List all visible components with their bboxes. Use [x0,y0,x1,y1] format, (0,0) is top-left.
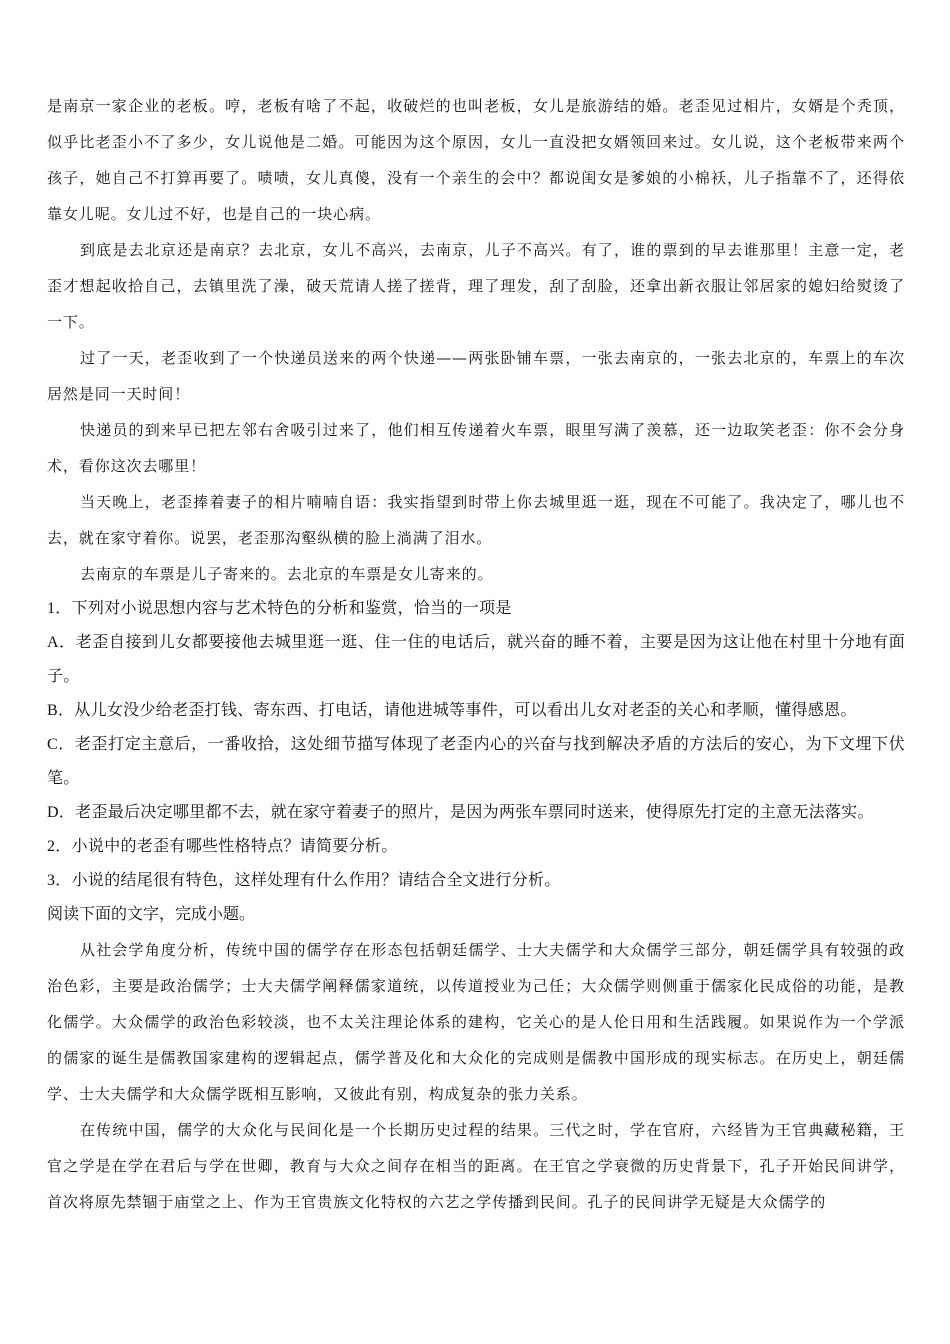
question-1-stem: 1．下列对小说思想内容与艺术特色的分析和鉴赏，恰当的一项是 [47,600,512,617]
option-b: B．从儿女没少给老歪打钱、寄东西、打电话，请他进城等事件，可以看出儿女对老歪的关心和孝顺，懂得感恩。 [47,702,857,719]
essay-paragraph-2: 在传统中国，儒学的大众化与民间化是一个长期历史过程的结果。三代之时，学在官府，六经皆为王官典藏秘籍，王官之学是在学在君后与学在世卿，教育与大众之间存在相当的距离。在王官之学衰微的历史背景下，孔子开始民间讲学，首次将原先禁锢于庙堂之上、作为王官贵族文化特权的六艺之学传播到民间。孔子的民间讲学无疑是大众儒学的 [47,1121,905,1211]
story-excerpt [47,88,905,592]
question-1 [47,592,905,830]
question-1-options [47,626,905,830]
option-d: D．老歪最后决定哪里都不去，就在家守着妻子的照片，是因为两张车票同时送来，使得原先打定的主意无法落实。 [47,804,874,821]
option-c: C．老歪打定主意后，一番收拾，这处细节描写体现了老歪内心的兴奋与找到解决矛盾的方法后的安心，为下文埋下伏笔。 [47,736,905,787]
story-paragraph-4: 快递员的到来早已把左邻右舍吸引过来了，他们相互传递着火车票，眼里写满了羡慕，还一边取笑老歪：你不会分身术，看你这次去哪里！ [47,421,905,475]
essay-paragraph-1: 从社会学角度分析，传统中国的儒学存在形态包括朝廷儒学、士大夫儒学和大众儒学三部分，朝廷儒学具有较强的政治色彩，主要是政治儒学；士大夫儒学阐释儒家道统，以传道授业为己任；大众儒学则侧重于儒家化民成俗的功能，是教化儒学。大众儒学的政治色彩较淡，也不太关注理论体系的建构，它关心的是人伦日用和生活践履。如果说作为一个学派的儒家的诞生是儒教国家建构的逻辑起点，儒学普及化和大众化的完成则是儒教中国形成的现实标志。在历史上，朝廷儒学、士大夫儒学和大众儒学既相互影响，又彼此有别，构成复杂的张力关系。 [47,941,905,1103]
question-2: 2．小说中的老歪有哪些性格特点？请简要分析。 [47,838,398,855]
story-paragraph-6: 去南京的车票是儿子寄来的。去北京的车票是女儿寄来的。 [80,565,494,583]
essay-excerpt [47,932,905,1220]
story-paragraph-3: 过了一天，老歪收到了一个快递员送来的两个快递——两张卧铺车票，一张去南京的，一张去北京的，车票上的车次居然是同一天时间！ [47,349,905,403]
story-paragraph-1: 是南京一家企业的老板。哼，老板有啥了不起，收破烂的也叫老板，女儿是旅游结的婚。老歪见过相片，女婿是个秃顶，似乎比老歪小不了多少，女儿说他是二婚。可能因为这个原因，女儿一直没把女婿领回来过。女儿说，这个老板带来两个孩子，她自己不打算再要了。啧啧，女儿真傻，没有一个亲生的会中？都说闺女是爹娘的小棉袄，儿子指靠不了，还得依靠女儿呢。女儿过不好，也是自己的一块心病。 [47,97,905,223]
option-a: A．老歪自接到儿女都要接他去城里逛一逛、住一住的电话后，就兴奋的睡不着，主要是因为这让他在村里十分地有面子。 [47,634,905,685]
document-page [47,88,905,1220]
story-paragraph-5: 当天晚上，老歪捧着妻子的相片喃喃自语：我实指望到时带上你去城里逛一逛，现在不可能了。我决定了，哪儿也不去，就在家守着你。说罢，老歪那沟壑纵横的脸上淌满了泪水。 [47,493,905,547]
story-paragraph-2: 到底是去北京还是南京？去北京，女儿不高兴，去南京，儿子不高兴。有了，谁的票到的早去谁那里！主意一定，老歪才想起收拾自己，去镇里洗了澡，破天荒请人搓了搓背，理了理发，刮了刮脸，还拿出新衣服让邻居家的媳妇给熨烫了一下。 [47,241,905,331]
question-3: 3．小说的结尾很有特色，这样处理有什么作用？请结合全文进行分析。 [47,872,561,889]
reading-instruction: 阅读下面的文字，完成小题。 [47,906,256,923]
